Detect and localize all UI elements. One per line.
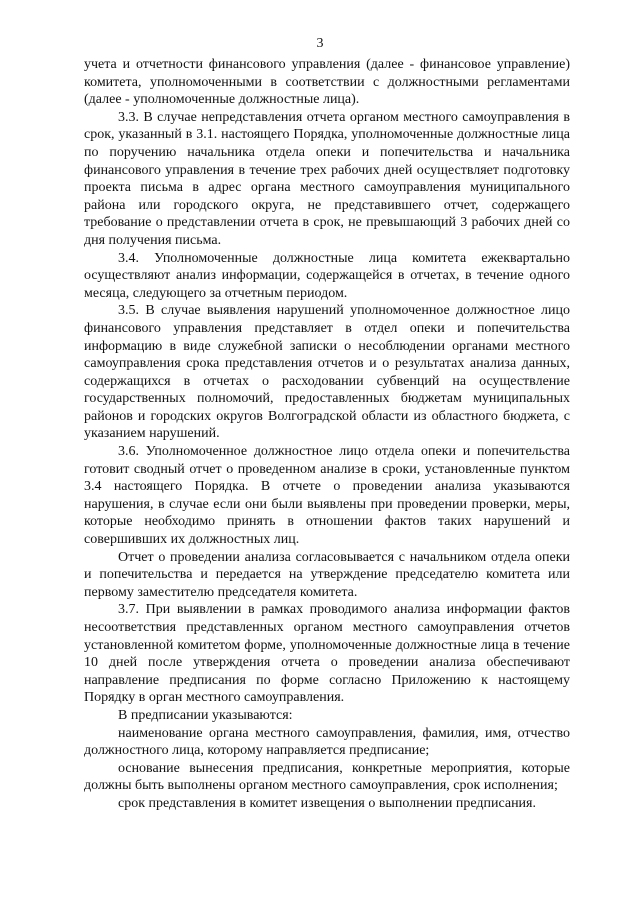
paragraph-order-item-deadline: срок представления в комитет извещения о выполнении предписания.: [118, 795, 536, 811]
paragraph-order-contents-intro: В предписании указываются:: [118, 707, 293, 723]
paragraph-3-6: 3.6. Уполномоченное должностное лицо отдела опеки и попечительства готовит сводный отчет о проведенном анализе в сроки, установленные пунктом 3.4 настоящего Порядка. В отчете о проведении анализа указываются нарушения, в случае если они были выявлены при проведении проверки, меры, которые необходимо принять в отношении фактов таких нарушений и совершивших их должностных лиц.: [84, 444, 570, 548]
paragraph-order-item-name: наименование органа местного самоуправления, фамилия, имя, отчество должностного лица, которому направляется предписание;: [84, 725, 570, 759]
paragraph-order-item-basis: основание вынесения предписания, конкретные мероприятия, которые должны быть выполнены органом местного самоуправления, срок исполнения;: [84, 760, 570, 794]
paragraph-3-7: 3.7. При выявлении в рамках проводимого анализа информации фактов несоответствия представленных органом местного самоуправления отчетов установленной комитетом форме, уполномоченные должностные лица в течение 10 дней после утверждения отчета о проведении анализа обеспечивают направление предписания по форме согласно Приложению к настоящему Порядку в орган местного самоуправления.: [84, 602, 570, 706]
paragraph-3-3: 3.3. В случае непредставления отчета органом местного самоуправления в срок, указанный в 3.1. настоящего Порядка, уполномоченные должностные лица по поручению начальника отдела опеки и попечительства и начальника финансового управления в течение трех рабочих дней осуществляет подготовку проекта письма в адрес органа местного самоуправления муниципального района или городского округа, не представившего отчет, содержащего требование о представлении отчета в срок, не превышающий 3 рабочих дней со дня получения письма.: [84, 109, 570, 248]
paragraph-continuation: учета и отчетности финансового управления (далее - финансовое управление) комитета, уполномоченными в соответствии с должностными регламентами (далее - уполномоченные должностные лица).: [84, 57, 570, 108]
document-body: [84, 56, 570, 813]
page-number: 3: [316, 36, 324, 51]
paragraph-3-4: 3.4. Уполномоченные должностные лица комитета ежеквартально осуществляют анализ информации, содержащейся в отчетах, в течение одного месяца, следующего за отчетным периодом.: [84, 250, 570, 301]
paragraph-report-approval: Отчет о проведении анализа согласовывается с начальником отдела опеки и попечительства и передается на утверждение председателю комитета или первому заместителю председателя комитета.: [84, 549, 570, 600]
paragraph-3-5: 3.5. В случае выявления нарушений уполномоченное должностное лицо финансового управления представляет в отдел опеки и попечительства информацию в виде служебной записки о несоблюдении органами местного самоуправления срока представления отчетов и о результатах анализа данных, содержащихся в отчетах о расходовании субвенций на осуществление государственных полномочий, предоставленных бюджетам муниципальных районов и городских округов Волгоградской области из областного бюджета, с указанием нарушений.: [84, 303, 570, 442]
